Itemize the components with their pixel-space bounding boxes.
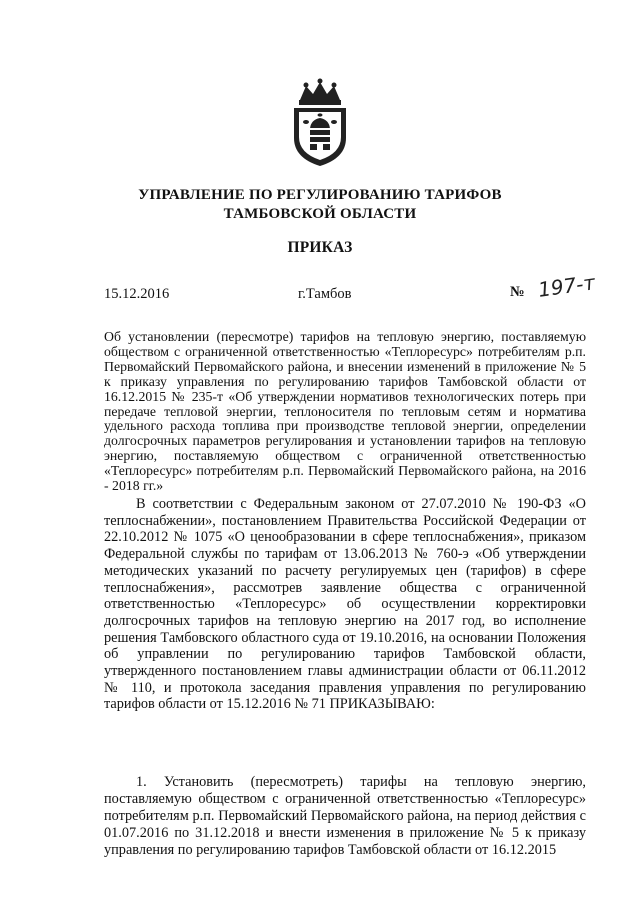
order-number-label: №	[510, 284, 525, 300]
coat-of-arms-emblem	[286, 78, 354, 168]
agency-title-line-1: УПРАВЛЕНИЕ ПО РЕГУЛИРОВАНИЮ ТАРИФОВ	[138, 187, 502, 203]
order-subject: Об установлении (пересмотре) тарифов на тепловую энергию, поставляемую обществом с ограниченной ответственностью «Теплоресурс» потребителям р.п. Первомайский Первомайского района, и внесении изменений в приложение № 5 к приказу управления по регулированию тарифов Тамбовской области от 16.12.2015 № 235-т «Об утверждении нормативов технологических потерь при передаче тепловой энергии, теплоносителя по тепловым сетям и норматива удельного расхода топлива при производстве тепловой энергии, определении долгосрочных параметров регулирования и установлении тарифов на тепловую энергию, поставляемую обществом с ограниченной ответственностью «Теплоресурс» потребителям р.п. Первомайский Первомайского района, на 2016 - 2018 гг.»	[104, 329, 586, 494]
order-item-1: 1. Установить (пересмотреть) тарифы на тепловую энергию, поставляемую обществом с ограниченной ответственностью «Теплоресурс» потребителям р.п. Первомайский Первомайского района, на период действия с 01.07.2016 по 31.12.2018 и внести изменения в приложение № 5 к приказу управления по регулированию тарифов Тамбовской области от 16.12.2015	[104, 774, 586, 858]
order-date: 15.12.2016	[104, 286, 170, 302]
document-type-title: ПРИКАЗ	[287, 239, 353, 256]
order-preamble: В соответствии с Федеральным законом от 27.07.2010 № 190-ФЗ «О теплоснабжении», постановлением Правительства Российской Федерации от 22.10.2012 № 1075 «О ценообразовании в сфере теплоснабжения», приказом Федеральной службы по тарифам от 13.06.2013 № 760-э «Об утверждении методических указаний по расчету регулируемых цен (тарифов) в сфере теплоснабжения», рассмотрев заявление общества с ограниченной ответственностью «Теплоресурс» об осуществлении корректировки долгосрочных тарифов на тепловую энергию на 2017 год, во исполнение решения Тамбовского областного суда от 19.10.2016, на основании Положения об управлении по регулированию тарифов Тамбовской области, утвержденного постановлением главы администрации области от 06.11.2012 № 110, и протокола заседания правления управления по регулированию тарифов области от 15.12.2016 № 71 ПРИКАЗЫВАЮ:	[104, 496, 586, 713]
order-city: г.Тамбов	[298, 286, 352, 302]
agency-title-line-2: ТАМБОВСКОЙ ОБЛАСТИ	[223, 206, 417, 222]
order-number-handwritten: 197-т	[536, 270, 597, 302]
